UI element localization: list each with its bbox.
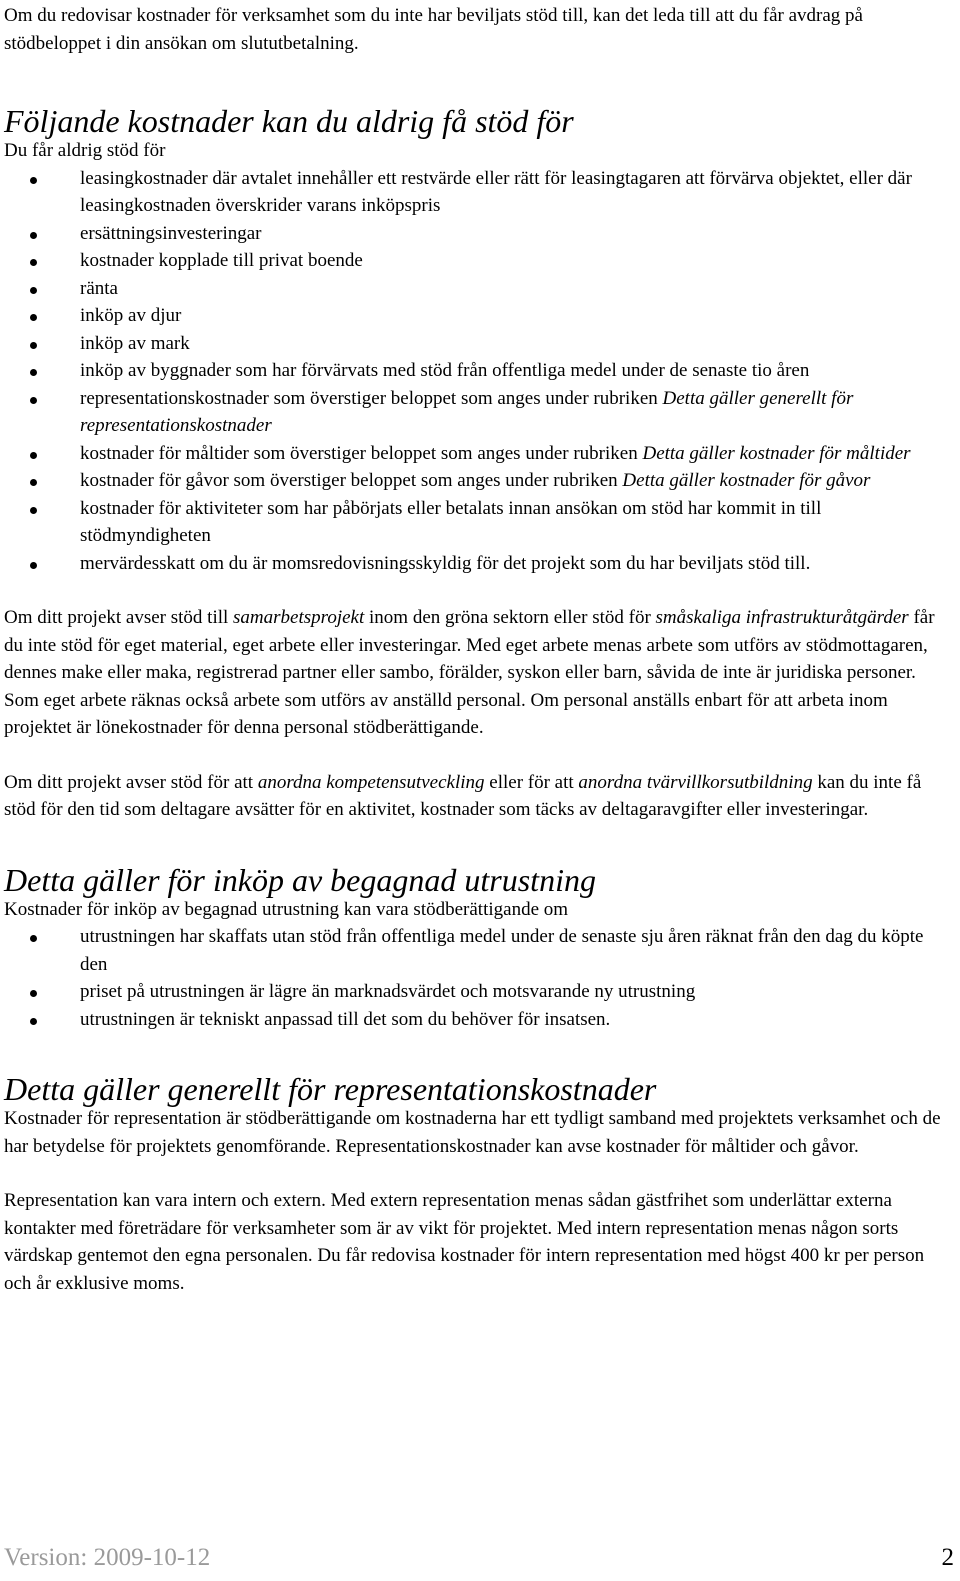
list-item: ränta xyxy=(4,275,954,303)
document-page xyxy=(4,0,954,1297)
bullet-icon xyxy=(30,397,37,404)
list-item: mervärdesskatt om du är momsredovisningsskyldig för det projekt som du har beviljats stöd till. xyxy=(4,550,954,578)
bullet-icon xyxy=(30,452,37,459)
bullet-icon xyxy=(30,342,37,349)
bullet-icon xyxy=(30,259,37,266)
bullet-icon xyxy=(30,232,37,239)
list-item: kostnader för gåvor som överstiger beloppet som anges under rubriken Detta gäller kostnader för gåvor xyxy=(4,467,954,495)
bullet-icon xyxy=(30,369,37,376)
bullet-icon xyxy=(30,479,37,486)
bullet-icon xyxy=(30,177,37,184)
bullet-icon xyxy=(30,507,37,514)
paragraph-samarbetsprojekt: Om ditt projekt avser stöd till samarbetsprojekt inom den gröna sektorn eller stöd för småskaliga infrastrukturåtgärder får du inte stöd för eget material, eget arbete eller investeringar. Med eget arbete menas arbete som utförs av stödmottagaren, dennes make eller maka, registrerad partner eller sambo, förälder, syskon eller barn, såvida de inte är juridiska personer. Som eget arbete räknas också arbete som utförs av anställd personal. Om personal anställs enbart för att arbeta inom projektet är lönekostnader för denna personal stödberättigande. xyxy=(4,607,935,738)
list-item: inköp av djur xyxy=(4,302,954,330)
list-item: utrustningen är tekniskt anpassad till det som du behöver för insatsen. xyxy=(4,1006,954,1034)
bullet-icon xyxy=(30,1018,37,1025)
lead-aldrig-stod: Du får aldrig stöd för xyxy=(4,140,166,161)
list-item: ersättningsinvesteringar xyxy=(4,220,954,248)
bullet-icon xyxy=(30,935,37,942)
list-item: priset på utrustningen är lägre än marknadsvärdet och motsvarande ny utrustning xyxy=(4,978,954,1006)
bullet-icon xyxy=(30,562,37,569)
list-item: kostnader kopplade till privat boende xyxy=(4,247,954,275)
list-item: leasingkostnader där avtalet innehåller ett restvärde eller rätt för leasingtagaren att förvärva objektet, eller där leasingkostnaden överskrider varans inköpspris xyxy=(4,165,954,220)
paragraph-kompetensutveckling: Om ditt projekt avser stöd för att anordna kompetensutveckling eller för att anordna tvärvillkorsutbildning kan du inte få stöd för den tid som deltagare avsätter för en aktivitet, kostnader som täcks av deltagaravgifter eller investeringar. xyxy=(4,771,922,820)
list-item: inköp av byggnader som har förvärvats med stöd från offentliga medel under de senaste tio åren xyxy=(4,357,954,385)
heading-begagnad-utrustning: Detta gäller för inköp av begagnad utrustning xyxy=(4,861,596,898)
heading-representationskostnader: Detta gäller generellt för representationskostnader xyxy=(4,1071,657,1107)
page-number: 2 xyxy=(941,1544,954,1571)
bullet-icon xyxy=(30,990,37,997)
heading-aldrig-stod: Följande kostnader kan du aldrig få stöd för xyxy=(4,103,574,139)
page-footer xyxy=(4,1544,954,1580)
list-begagnad-utrustning xyxy=(4,923,954,1033)
bullet-icon xyxy=(30,314,37,321)
list-item: kostnader för aktiviteter som har påbörjats eller betalats innan ansökan om stöd har kommit in till stödmyndigheten xyxy=(4,495,954,550)
bullet-icon xyxy=(30,287,37,294)
paragraph-representation-2: Representation kan vara intern och extern. Med extern representation menas sådan gästfrihet som underlättar externa kontakter med företrädare för verksamheter som är av vikt för projektet. Med intern representation menas någon sorts värdskap gentemot den egna personalen. Du får redovisa kostnader för intern representation med högst 400 kr per person och år exklusive moms. xyxy=(4,1190,925,1294)
version-label: Version: 2009-10-12 xyxy=(4,1544,211,1571)
paragraph-representation-1: Kostnader för representation är stödberättigande om kostnaderna har ett tydligt samband med projektets verksamhet och de har betydelse för projektets genomförande. Representationskostnader kan avse kostnader för måltider och gåvor. xyxy=(4,1108,941,1157)
list-item: representationskostnader som överstiger beloppet som anges under rubriken Detta gäller generellt för representationskostnader xyxy=(4,385,954,440)
list-item: inköp av mark xyxy=(4,330,954,358)
intro-paragraph: Om du redovisar kostnader för verksamhet som du inte har beviljats stöd till, kan det leda till att du får avdrag på stödbeloppet i din ansökan om slututbetalning. xyxy=(4,5,863,54)
lead-begagnad-utrustning: Kostnader för inköp av begagnad utrustning kan vara stödberättigande om xyxy=(4,898,569,920)
list-item: kostnader för måltider som överstiger beloppet som anges under rubriken Detta gäller kostnader för måltider xyxy=(4,440,954,468)
list-aldrig-stod xyxy=(4,165,954,578)
list-item: utrustningen har skaffats utan stöd från offentliga medel under de senaste sju åren räknat från den dag du köpte den xyxy=(4,923,954,978)
